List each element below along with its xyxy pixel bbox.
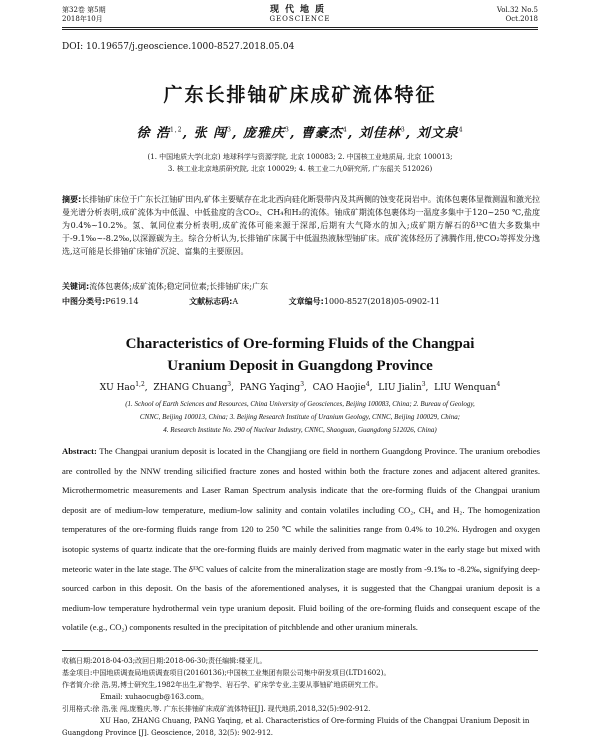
author-en: CAO Haojie bbox=[312, 383, 366, 393]
article-no-label: 文章编号: bbox=[288, 297, 324, 306]
author-en: ZHANG Chuang bbox=[153, 383, 228, 393]
keywords-cn-text: 流体包裹体;成矿流体;稳定同位素;长排铀矿床;广东 bbox=[89, 282, 268, 291]
abstract-en-text: The Changpai uranium deposit is located in the Changjiang ore field in northern Guangdong Province. The uranium orebodies are controlled by the NNW trending silicified fracture zones and hosted within both the fracture zones and adjacent altered granites. Microthermometric measurements and Laser Raman Spectrum analysis indicate that the ore-forming fluids of the Changpai uranium deposit are of medium-low temperature, medium-low salinity and contain volatiles including CO₂, CH₄ and H₂. The homogenization temperatures of the ore-forming fluids range from 120 to 250 ℃ while the salinities range from 0.4% to 10.2%. Hydrogen and oxygen isotopic systems of quartz indicate that the ore-forming fluids are mainly derived from magmatic water in the early stage but mixed with meteoric water in the late stage. The δ¹³C values of calcite from the mineralization stage are mostly from -9.1‰ to -8.2‰, signifying deep-sourced carbon in this deposit. On the basis of the aforementioned analyses, it is suggested that the Changpai uranium deposit is a medium-low temperature hydrothermal vein type uranium deposit. Fluid boiling of the ore-forming fluids and consequent escape of the volatile (e.g., CO₂) components resulted in the precipitation of pitchblende and other uranium minerals. bbox=[62, 446, 540, 633]
author-cn: 徐 浩 bbox=[136, 126, 170, 141]
author-affil-mark: 3 bbox=[285, 126, 290, 134]
volume-issue-en bbox=[497, 6, 538, 24]
author-cn: 刘文泉 bbox=[416, 126, 459, 141]
affiliations-cn bbox=[62, 151, 538, 175]
journal-name bbox=[62, 6, 538, 24]
author-affil-mark: 3 bbox=[227, 381, 232, 388]
received-date: 收稿日期:2018-04-03;改回日期:2018-06-30;责任编辑:楼亚儿。 bbox=[62, 657, 267, 665]
journal-name-en: GEOSCIENCE bbox=[269, 15, 331, 23]
volume-line: 第32卷 第5期 bbox=[62, 6, 106, 14]
clc-label: 中图分类号: bbox=[62, 297, 106, 306]
abstract-cn-label: 摘要: bbox=[62, 195, 82, 204]
affiliations-en bbox=[62, 398, 538, 437]
citation-en-cont: Guangdong Province [J]. Geoscience, 2018, 32(5): 902-912. bbox=[62, 729, 273, 737]
author-bio: 作者简介:徐 浩,男,博士研究生,1982年出生,矿物学、岩石学、矿床学专业,主要从事铀矿地质研究工作。 bbox=[62, 681, 383, 689]
citation-en: XU Hao, ZHANG Chuang, PANG Yaqing, et al. Characteristics of Ore-forming Fluids of the Changpai Uranium Deposit in bbox=[100, 717, 530, 725]
doc-code-label: 文献标志码: bbox=[189, 297, 233, 306]
affiliation-line-en: CNNC, Beijing 100013, China; 3. Beijing Research Institute of Uranium Geology, CNNC, Beijing 100029, China; bbox=[139, 413, 461, 421]
author-cn: 刘佳林 bbox=[358, 126, 401, 141]
abstract-cn bbox=[62, 193, 540, 258]
author-cn: 庞雅庆 bbox=[243, 126, 286, 141]
title-en-line: Uranium Deposit in Guangdong Province bbox=[167, 358, 433, 374]
volume-line-en: Vol.32 No.5 bbox=[496, 6, 538, 14]
clc-value: P619.14 bbox=[105, 297, 139, 306]
title-en bbox=[0, 333, 600, 377]
date-line: 2018年10月 bbox=[62, 15, 103, 23]
keywords-cn bbox=[62, 280, 540, 293]
citation-cn: 引用格式:徐 浩,张 闯,庞雅庆,等. 广东长排铀矿床成矿流体特征[J]. 现代地质,2018,32(5):902-912. bbox=[62, 705, 371, 713]
title-en-line: Characteristics of Ore-forming Fluids of the Changpai bbox=[125, 336, 475, 352]
author-affil-mark: 1,2 bbox=[169, 126, 183, 134]
author-affil-mark: 4 bbox=[365, 381, 370, 388]
affiliation-line-en: (1. School of Earth Sciences and Resources, China University of Geosciences, Beijing 100083, China; 2. Bureau of Geology, bbox=[125, 400, 475, 408]
running-header bbox=[62, 6, 538, 26]
author-affil-mark: 4 bbox=[458, 126, 464, 134]
author-affil-mark: 3 bbox=[400, 126, 406, 134]
author-cn: 曹豪杰 bbox=[300, 126, 343, 141]
author-cn: 张 闯 bbox=[193, 126, 228, 141]
abstract-en bbox=[62, 442, 540, 638]
footnotes bbox=[62, 655, 538, 739]
doi[interactable]: DOI: 10.19657/j.geoscience.1000-8527.2018.05.04 bbox=[62, 42, 295, 52]
authors-en: XU Hao$^{1,2}$, ZHANG Chuang$^3$, PANG Yaqing$^3$, CAO Haojie$^4$, LIU Jialin$^3$, LIU Wenquan$^4$ bbox=[99, 381, 501, 393]
author-affil-mark: 3 bbox=[227, 126, 232, 134]
author-affil-mark: 3 bbox=[300, 381, 305, 388]
author-affil-mark: 4 bbox=[342, 126, 348, 134]
header-rule-bottom bbox=[62, 29, 538, 30]
fund-info: 基金项目:中国地质调查局地质调查项目(20160136);中国核工业集团有限公司集中研发项目(LTD1602)。 bbox=[62, 669, 391, 677]
title-cn: 广东长排铀矿床成矿流体特征 bbox=[163, 84, 437, 106]
affiliation-line: (1. 中国地质大学(北京) 地球科学与资源学院, 北京 100083; 2. 中国核工业地质局, 北京 100013; bbox=[147, 153, 453, 161]
footnote-rule bbox=[62, 650, 538, 651]
article-no-value: 1000-8527(2018)05-0902-11 bbox=[323, 297, 441, 306]
author-en: LIU Jialin bbox=[378, 383, 422, 393]
abstract-en-label: Abstract: bbox=[62, 446, 97, 456]
author-en: PANG Yaqing bbox=[239, 383, 301, 393]
date-line-en: Oct.2018 bbox=[505, 15, 538, 23]
author-affil-mark: 1,2 bbox=[135, 381, 145, 388]
affiliation-line-en: 4. Research Institute No. 290 of Nuclear Industry, CNNC, Shaoguan, Guangdong 512026, China) bbox=[163, 426, 437, 434]
header-rule-top bbox=[62, 27, 538, 28]
author-en: XU Hao bbox=[99, 383, 136, 393]
affiliation-line: 3. 核工业北京地质研究院, 北京 100029; 4. 核工业二九0研究所, 广东韶关 512026) bbox=[167, 165, 433, 173]
doc-code-value: A bbox=[232, 297, 239, 306]
authors-cn: 徐 浩$^{1,2}$, 张 闯$^3$, 庞雅庆$^3$, 曹豪杰$^4$, 刘佳林$^3$, 刘文泉$^4$ bbox=[136, 126, 464, 141]
keywords-cn-label: 关键词: bbox=[62, 282, 90, 291]
classification-cn bbox=[62, 295, 540, 308]
author-affil-mark: 3 bbox=[421, 381, 426, 388]
author-affil-mark: 4 bbox=[496, 381, 501, 388]
abstract-cn-text: 长排铀矿床位于广东长江铀矿田内,矿体主要赋存在北北西向硅化断裂带内及其两侧的蚀变花岗岩中。流体包裹体显微测温和激光拉曼光谱分析表明,成矿流体为中低温、中低盐度的含CO₂、CH₄和H₂的流体。铀成矿期流体包裹体均一温度多集中于120~250 ℃,盐度为0.4%~10.2%。氢、氧同位素分析表明,成矿流体可能来源于深部,后期有大气降水的加入;成矿期方解石的δ¹³C值大多数集中于-9.1‰~-8.2‰,以深源碳为主。综合分析认为,长排铀矿床属于中低温热液脉型铀矿床。成矿流体经历了沸腾作用,使CO₂等挥发分逸选,这可能是长排铀矿床铀矿沉淀、富集的主要原因。 bbox=[62, 195, 540, 256]
journal-name-cn: 现代地质 bbox=[269, 5, 330, 15]
author-en: LIU Wenquan bbox=[434, 383, 497, 393]
author-email[interactable]: Email: xuhaocugb@163.com。 bbox=[100, 693, 209, 701]
